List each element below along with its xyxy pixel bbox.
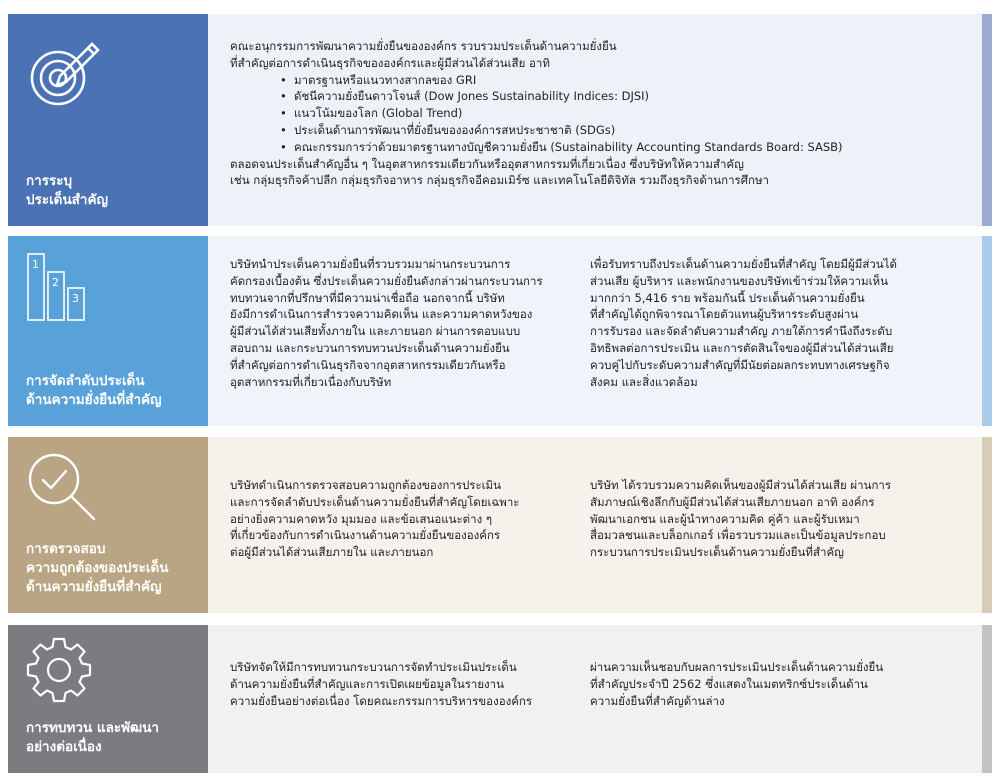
- title-line: ประเด็นสำคัญ: [26, 192, 109, 208]
- step-identification: [8, 14, 992, 226]
- text-line: ที่สำคัญได้ถูกพิจารณาโดยตัวแทนผู้บริหารระดับสูงผ่าน: [590, 307, 859, 322]
- step-text: [230, 38, 990, 189]
- text-line: คณะอนุกรรมการพัฒนาความยั่งยืนขององค์กร รวบรวมประเด็นด้านความยั่งยืน: [230, 39, 617, 53]
- text-column-left: [230, 659, 575, 709]
- text-line: อย่างยิ่งความคาดหวัง มุมมอง และข้อเสนอแนะต่าง ๆ: [230, 511, 493, 526]
- magnifier-check-icon: [26, 451, 100, 529]
- step-body: [208, 236, 982, 426]
- text-line: ผู้มีส่วนได้ส่วนเสียทั้งภายใน และภายนอก ผ่านการตอบแบบ: [230, 324, 521, 339]
- text-line: การรับรอง และจัดลำดับความสำคัญ ภายใต้การคำนึงถึงระดับ: [590, 324, 893, 339]
- text-line: บริษัท ได้รวบรวมความคิดเห็นของผู้มีส่วนได้ส่วนเสีย ผ่านการ: [590, 478, 892, 492]
- text-line: กระบวนการประเมินประเด็นด้านความยั่งยืนที่สำคัญ: [590, 545, 844, 560]
- step-review: [8, 625, 992, 773]
- edge-accent: [982, 437, 992, 613]
- list-item: • คณะกรรมการว่าด้วยมาตรฐานทางบัญชีความยั่งยืน (Sustainability Accounting Standards Board: SASB): [280, 139, 990, 156]
- rank-number: 1: [32, 258, 39, 271]
- title-line: อย่างต่อเนื่อง: [26, 739, 102, 755]
- text-line: ตลอดจนประเด็นสำคัญอื่น ๆ ในอุตสาหกรรมเดียวกันหรืออุตสาหกรรมที่เกี่ยวเนื่อง ซึ่งบริษัทให้ความสำคัญ: [230, 156, 744, 171]
- text-line: คัดกรองเบื้องต้น ซึ่งประเด็นความยั่งยืนดังกล่าวผ่านกระบวนการ: [230, 273, 543, 288]
- text-column-right: [590, 256, 935, 390]
- step-panel: [8, 14, 208, 226]
- text-line: บริษัทนำประเด็นความยั่งยืนที่รวบรวมมาผ่านกระบวนการ: [230, 257, 511, 271]
- text-line: เพื่อรับทราบถึงประเด็นด้านความยั่งยืนที่สำคัญ โดยมีผู้มีส่วนได้: [590, 257, 897, 271]
- title-line: ด้านความยั่งยืนที่สำคัญ: [26, 579, 162, 595]
- text-line: ด้านความยั่งยืนที่สำคัญและการเปิดเผยข้อมูลในรายงาน: [230, 676, 504, 691]
- step-title: [26, 372, 201, 410]
- text-line: ต่อผู้มีส่วนได้ส่วนเสียภายใน และภายนอก: [230, 545, 434, 560]
- text-line: ผ่านความเห็นชอบกับผลการประเมินประเด็นด้านความยั่งยืน: [590, 660, 884, 674]
- title-line: การระบุ: [26, 173, 73, 189]
- text-column-right: [590, 477, 940, 561]
- text-line: อิทธิพลต่อการประเมิน และการตัดสินใจของผู้มีส่วนได้ส่วนเสีย: [590, 340, 894, 355]
- ranking-bars-icon: [26, 252, 98, 328]
- text-line: สัมภาษณ์เชิงลึกกับผู้มีส่วนได้ส่วนเสียภายนอก อาทิ องค์กร: [590, 494, 875, 509]
- step-panel: [8, 625, 208, 773]
- step-title: [26, 540, 201, 597]
- text-line: บริษัทจัดให้มีการทบทวนกระบวนการจัดทำประเมินประเด็น: [230, 660, 517, 674]
- text-line: ความยั่งยืนที่สำคัญด้านล่าง: [590, 693, 725, 708]
- gear-icon: [26, 637, 92, 707]
- text-column-left: [230, 256, 575, 390]
- list-item: • แนวโน้มของโลก (Global Trend): [280, 105, 990, 122]
- edge-accent: [982, 236, 992, 426]
- target-pen-icon: [26, 34, 102, 114]
- step-body: [208, 625, 982, 773]
- list-item: • ประเด็นด้านการพัฒนาที่ยั่งยืนขององค์การสหประชาชาติ (SDGs): [280, 122, 990, 139]
- text-line: สื่อมวลชนและบล็อกเกอร์ เพื่อรวบรวมและเป็นข้อมูลประกอบ: [590, 528, 886, 543]
- step-title: [26, 719, 201, 757]
- list-item: • มาตรฐานหรือแนวทางสากลของ GRI: [280, 72, 990, 89]
- text-line: ที่สำคัญประจำปี 2562 ซึ่งแสดงในเมตทริกซ์ประเด็นด้าน: [590, 676, 868, 691]
- text-column-left: [230, 477, 575, 561]
- text-line: บริษัทดำเนินการตรวจสอบความถูกต้องของการประเมิน: [230, 478, 501, 492]
- text-line: ยังมีการดำเนินการสำรวจความคิดเห็น และความคาดหวังของ: [230, 307, 533, 322]
- title-line: ความถูกต้องของประเด็น: [26, 560, 169, 576]
- text-line: สังคม และสิ่งแวดล้อม: [590, 374, 698, 389]
- step-panel: [8, 437, 208, 613]
- step-prioritization: [8, 236, 992, 426]
- text-line: ที่เกี่ยวข้องกับการดำเนินงานด้านความยั่งยืนขององค์กร: [230, 528, 501, 543]
- title-line: การจัดลำดับประเด็น: [26, 373, 145, 389]
- text-line: และการจัดลำดับประเด็นด้านความยั่งยืนที่สำคัญโดยเฉพาะ: [230, 494, 520, 509]
- step-panel: [8, 236, 208, 426]
- text-line: อุตสาหกรรมที่เกี่ยวเนื่องกับบริษัท: [230, 374, 392, 389]
- text-line: เช่น กลุ่มธุรกิจค้าปลีก กลุ่มธุรกิจอาหาร กลุ่มธุรกิจอีคอมเมิร์ซ และเทคโนโลยีดิจิทัล รวมถึงธุรกิจด้านการศึกษา: [230, 173, 770, 188]
- rank-number: 2: [52, 276, 59, 289]
- edge-accent: [982, 14, 992, 226]
- step-validation: [8, 437, 992, 613]
- text-line: สอบถาม และกระบวนการทบทวนประเด็นด้านความยั่งยืน: [230, 340, 510, 355]
- text-line: ที่สำคัญต่อการดำเนินธุรกิจขององค์กรและผู้มีส่วนได้ส่วนเสีย อาทิ: [230, 55, 550, 70]
- text-line: พัฒนาเอกชน และผู้นำทางความคิด คู่ค้า และผู้รับเหมา: [590, 511, 860, 526]
- step-title: [26, 172, 201, 210]
- text-line: ควบคู่ไปกับระดับความสำคัญที่มีนัยต่อผลกระทบทางเศรษฐกิจ: [590, 357, 890, 372]
- step-body: [208, 437, 982, 613]
- list-item: • ดัชนีความยั่งยืนดาวโจนส์ (Dow Jones Sustainability Indices: DJSI): [280, 88, 990, 105]
- text-column-right: [590, 659, 940, 709]
- text-line: มากกว่า 5,416 ราย พร้อมกันนี้ ประเด็นด้านความยั่งยืน: [590, 290, 865, 305]
- title-line: ด้านความยั่งยืนที่สำคัญ: [26, 392, 162, 408]
- text-line: ที่สำคัญต่อการดำเนินธุรกิจจากอุตสาหกรรมเดียวกันหรือ: [230, 357, 506, 372]
- bullet-list: [230, 72, 990, 156]
- title-line: การทบทวน และพัฒนา: [26, 720, 160, 736]
- step-body: [208, 14, 982, 226]
- text-line: ส่วนเสีย ผู้บริหาร และพนักงานของบริษัทเข้าร่วมให้ความเห็น: [590, 273, 888, 288]
- text-line: ทบทวนจากที่ปรึกษาที่มีความน่าเชื่อถือ นอกจากนี้ บริษัท: [230, 290, 505, 305]
- rank-number: 3: [72, 292, 79, 305]
- text-line: ความยั่งยืนอย่างต่อเนื่อง โดยคณะกรรมการบริหารขององค์กร: [230, 693, 533, 708]
- edge-accent: [982, 625, 992, 773]
- title-line: การตรวจสอบ: [26, 541, 106, 557]
